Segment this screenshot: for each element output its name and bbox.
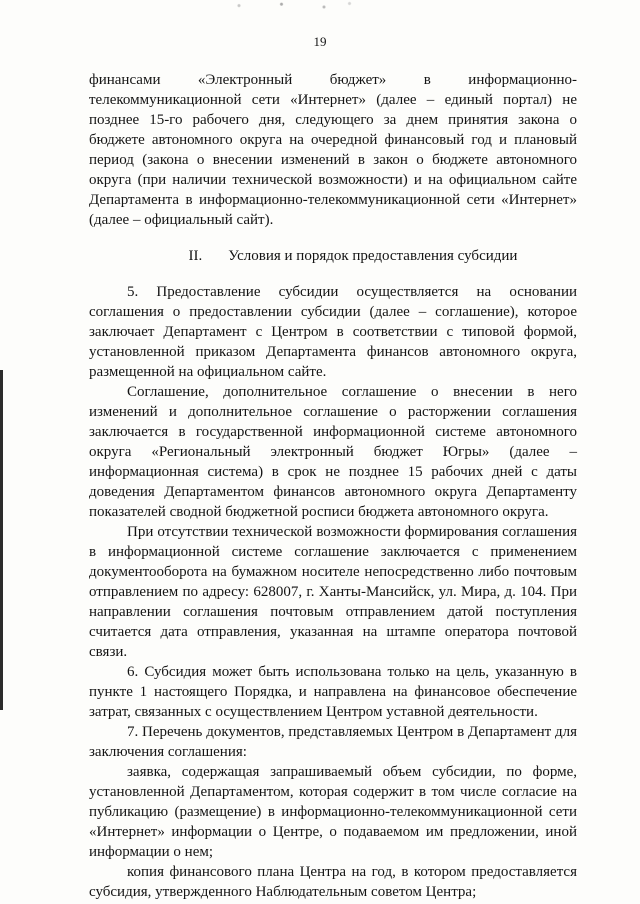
document-body (89, 70, 577, 902)
paragraph-clause-6: 6. Субсидия может быть использована только на цель, указанную в пункте 1 настоящего Порядка, и направлена на финансовое обеспечение затрат, связанных с осуществлением Центром уставной деятельности. (89, 664, 577, 720)
scan-edge-shadow (0, 370, 3, 710)
list-item-application: заявка, содержащая запрашиваемый объем субсидии, по форме, установленной Департаментом, которая содержит в том числе согласие на публикацию (размещение) в информационно-телекоммуникационной сети «Интернет» информации о Центре, о подаваемом им предложении, иной информации о нем; (89, 764, 577, 860)
paragraph-agreement: Соглашение, дополнительное соглашение о внесении в него изменений и дополнительное соглашение о расторжении соглашения заключается в государственной информационной системе автономного округа «Региональный электронный бюджет Югры» (далее – информационная система) в срок не позднее 15 рабочих дней с даты доведения Департаментом финансов автономного округа Департаменту показателей сводной бюджетной росписи бюджета автономного округа. (89, 384, 577, 520)
page-number: 19 (313, 34, 327, 49)
section-heading (89, 246, 577, 266)
paragraph-no-technical-possibility: При отсутствии технической возможности формирования соглашения в информационной системе соглашение заключается с применением документооборота на бумажном носителе непосредственно либо почтовым отправлением по адресу: 628007, г. Ханты-Мансийск, ул. Мира, д. 104. При направлении соглашения почтовым отправлением датой поступления считается дата отправления, указанная на штампе оператора почтовой связи. (89, 524, 577, 660)
scan-artifact (205, 0, 375, 14)
paragraph-clause-5: 5. Предоставление субсидии осуществляется на основании соглашения о предоставлении субсидии (далее – соглашение), которое заключает Департамент с Центром в соответствии с типовой формой, установленной приказом Департамента финансов автономного округа, размещенной на официальном сайте. (89, 284, 577, 380)
list-item-financial-plan: копия финансового плана Центра на год, в котором предоставляется субсидия, утвержденного Наблюдательным советом Центра; (89, 864, 577, 900)
paragraph-clause-7: 7. Перечень документов, представляемых Центром в Департамент для заключения соглашения: (89, 724, 577, 760)
paragraph-continued: финансами «Электронный бюджет» в информационно-телекоммуникационной сети «Интернет» (далее – единый портал) не позднее 15-го рабочего дня, следующего за днем принятия закона о бюджете автономного округа на очередной финансовый год и плановый период (закона о внесении изменений в закон о бюджете автономного округа (при наличии технической возможности) и на официальном сайте Департамента в информационно-телекоммуникационной сети «Интернет» (далее – официальный сайт). (89, 72, 577, 228)
section-number: II. (188, 248, 203, 264)
section-title: Условия и порядок предоставления субсидии (228, 248, 518, 264)
